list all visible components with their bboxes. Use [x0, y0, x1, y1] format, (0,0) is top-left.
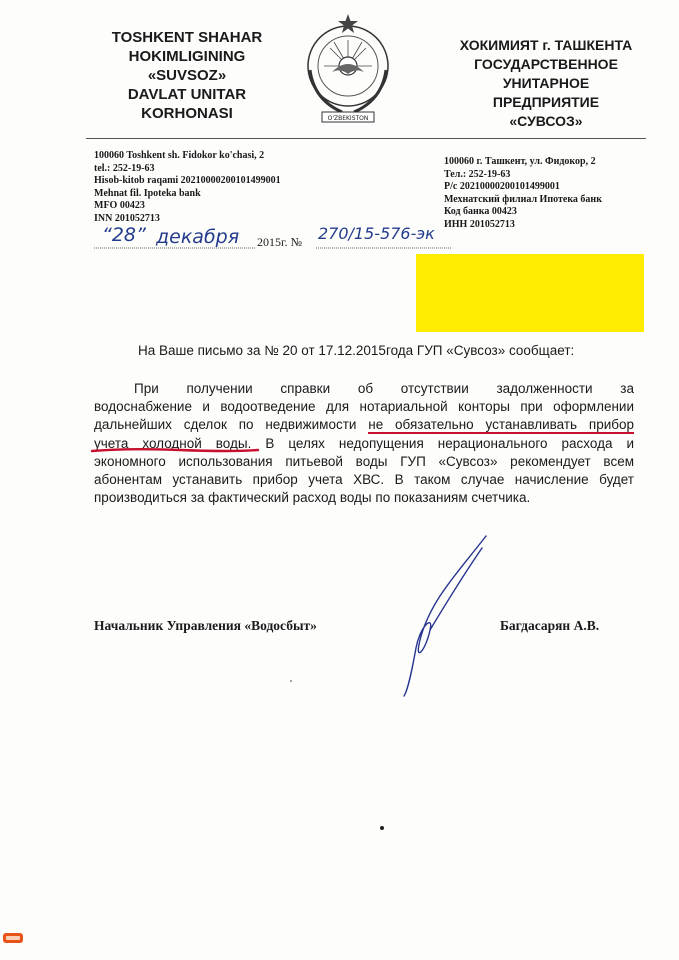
requisite-line: INN 201052713 — [94, 212, 160, 224]
header-right-line: УНИТАРНОЕ — [502, 75, 590, 91]
body-paragraph — [94, 380, 634, 507]
state-emblem-icon — [296, 8, 400, 130]
header-divider — [86, 138, 646, 139]
red-underline-mark — [90, 446, 260, 454]
outgoing-number: 270/15-576-эк — [318, 224, 435, 243]
requisite-line: Код банка 00423 — [444, 206, 517, 217]
requisite-line: Р/с 20210000200101499001 — [444, 181, 560, 192]
requisite-line: ИНН 201052713 — [444, 218, 515, 230]
requisite-line: Тел.: 252-19-63 — [444, 168, 511, 180]
body-line: производиться за фактический расход воды по показаниям счетчика. — [94, 490, 531, 506]
intro-line: На Ваше письмо за № 20 от 17.12.2015года ГУП «Сувсоз» сообщает: — [138, 343, 575, 358]
highlighted-phrase: учета холодной воды — [94, 435, 248, 451]
requisites-right — [444, 156, 664, 231]
corner-logo-icon — [2, 930, 24, 946]
body-line: экономного использования питьевой воды ГУП «Сувсоз» рекомендует всем — [94, 453, 634, 469]
requisite-line: Mehnat fil. Ipoteka bank — [94, 187, 201, 199]
header-left-line: TOSHKENT SHAHAR — [111, 29, 263, 46]
body-line: При получении справки об отсутствии задолженности за — [134, 381, 634, 396]
requisite-line: MFO 00423 — [94, 200, 145, 211]
header-right-line: ПРЕДПРИЯТИЕ — [492, 94, 600, 110]
header-right-line: «СУВСОЗ» — [509, 113, 583, 129]
header-left-line: «SUVSOZ» — [147, 67, 227, 84]
header-left-uzbek — [92, 28, 282, 123]
requisite-line: Hisob-kitob raqami 20210000200101499001 — [94, 175, 281, 186]
header-left-line: KORHONASI — [141, 105, 233, 122]
body-segment: дальнейших сделок по недвижимости — [94, 417, 369, 433]
requisite-line: 100060 Toshkent sh. Fidokor ko'chasi, 2 — [94, 150, 265, 161]
body-segment: . В целях недопущения нерационального расхода и — [247, 435, 634, 451]
signatory-title: Начальник Управления «Водосбыт» — [94, 618, 317, 633]
date-day: “28” — [102, 224, 146, 246]
body-line: водоснабжение и водоотведение для нотариальной конторы при оформлении — [94, 399, 634, 415]
emblem-ribbon-text: O'ZBEKISTON — [327, 115, 369, 122]
date-year-printed: 2015г. № — [257, 235, 303, 249]
date-month: декабря — [156, 226, 240, 248]
requisites-left — [94, 150, 344, 225]
header-left-line: HOKIMLIGINING — [128, 48, 246, 65]
header-right-line: ХОКИМИЯТ г. ТАШКЕНТА — [459, 37, 633, 53]
highlighted-phrase: не обязательно устанавливать прибор — [368, 417, 635, 433]
header-right-russian — [430, 36, 662, 131]
body-line — [94, 416, 634, 434]
header-left-line: DAVLAT UNITAR — [127, 86, 247, 103]
header-right-line: ГОСУДАРСТВЕННОЕ — [474, 56, 618, 72]
requisite-line: 100060 г. Ташкент, ул. Фидокор, 2 — [444, 156, 596, 167]
body-line: абонентам устанавить прибор учета ХВС. В таком случае начисление будет — [94, 472, 634, 488]
requisite-line: Мехнатский филиал Ипотека банк — [444, 193, 602, 205]
speck-dot — [380, 826, 384, 830]
redaction-block — [416, 254, 644, 332]
requisite-line: tel.: 252-19-63 — [94, 162, 155, 174]
signatory-name: Багдасарян А.В. — [500, 618, 600, 633]
speck-dot — [290, 680, 292, 682]
handwritten-signature — [390, 530, 500, 700]
